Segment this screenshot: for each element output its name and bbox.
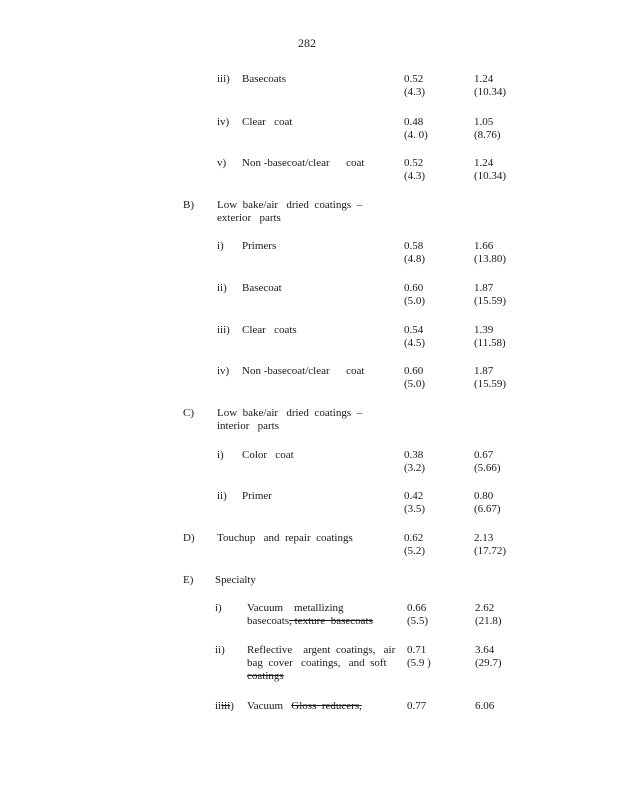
value-primary-metric: (5.5) xyxy=(407,615,429,627)
item-marker xyxy=(215,700,234,713)
value-secondary-metric: (8.76) xyxy=(474,129,501,141)
section-title: Specialty xyxy=(215,574,256,586)
item-label-text: Vacuum xyxy=(247,700,284,712)
item-label: Non -basecoat/clear coat xyxy=(242,365,365,377)
value-primary: 0.60 xyxy=(404,365,424,377)
item-marker: i) xyxy=(215,602,222,614)
item-marker: i) xyxy=(217,240,224,252)
value-primary: 0.52 xyxy=(404,157,424,169)
value-secondary-metric: (21.8) xyxy=(475,615,502,627)
value-primary: 0.48 xyxy=(404,116,424,128)
value-secondary-metric: (15.59) xyxy=(474,378,507,390)
marker-text: ii xyxy=(215,700,222,712)
struck-text: Gloss reducers, xyxy=(291,700,362,712)
item-label: Non -basecoat/clear coat xyxy=(242,157,365,169)
item-marker: v) xyxy=(217,157,227,169)
value-secondary: 1.87 xyxy=(474,282,494,294)
item-label: Color coat xyxy=(242,449,294,461)
value-secondary: 1.24 xyxy=(474,157,494,169)
page-number: 282 xyxy=(298,36,316,50)
item-label: Basecoats xyxy=(242,73,286,85)
value-secondary: 1.87 xyxy=(474,365,494,377)
marker-tail: ) xyxy=(230,700,234,712)
value-primary: 0.58 xyxy=(404,240,424,252)
value-primary: 0.66 xyxy=(407,602,427,614)
value-secondary-metric: (29.7) xyxy=(475,657,502,669)
value-secondary: 3.64 xyxy=(475,644,495,656)
item-marker: ii) xyxy=(217,490,227,502)
section-title: Touchup and repair coatings xyxy=(217,532,353,544)
value-primary-metric: (5.9 ) xyxy=(407,657,431,669)
value-primary: 0.54 xyxy=(404,324,424,336)
value-primary-metric: (4.3) xyxy=(404,170,426,182)
item-label-cont xyxy=(247,615,373,628)
section-title-cont: exterior parts xyxy=(217,212,281,224)
item-label: Clear coats xyxy=(242,324,297,336)
struck-marker: iii xyxy=(221,700,231,712)
value-secondary: 0.67 xyxy=(474,449,494,461)
value-primary: 0.77 xyxy=(407,700,427,712)
value-secondary: 1.66 xyxy=(474,240,494,252)
section-letter: D) xyxy=(183,532,195,544)
value-secondary-metric: (10.34) xyxy=(474,170,507,182)
value-secondary: 2.13 xyxy=(474,532,494,544)
value-secondary-metric: (10.34) xyxy=(474,86,507,98)
item-label-cont: bag cover coatings, and soft xyxy=(247,657,387,669)
value-primary-metric: (3.2) xyxy=(404,462,426,474)
value-primary-metric: (4.3) xyxy=(404,86,426,98)
value-secondary-metric: (13.80) xyxy=(474,253,507,265)
value-secondary: 6.06 xyxy=(475,700,495,712)
item-label: Vacuum metallizing xyxy=(247,602,344,614)
value-secondary: 1.24 xyxy=(474,73,494,85)
value-secondary-metric: (6.67) xyxy=(474,503,501,515)
value-primary-metric: (4. 0) xyxy=(404,129,428,141)
value-primary-metric: (5.2) xyxy=(404,545,426,557)
value-secondary: 0.80 xyxy=(474,490,494,502)
section-letter: E) xyxy=(183,574,194,586)
item-marker: ii) xyxy=(217,282,227,294)
item-label: Primers xyxy=(242,240,277,252)
section-title: Low bake/air dried coatings – xyxy=(217,407,363,419)
item-marker: iii) xyxy=(217,324,230,336)
value-primary: 0.42 xyxy=(404,490,424,502)
item-marker: i) xyxy=(217,449,224,461)
item-marker: ii) xyxy=(215,644,225,656)
value-primary: 0.71 xyxy=(407,644,427,656)
struck-text: , texture basecoats xyxy=(289,615,373,627)
value-secondary: 2.62 xyxy=(475,602,495,614)
item-marker: iv) xyxy=(217,116,230,128)
item-label: Basecoat xyxy=(242,282,282,294)
section-title: Low bake/air dried coatings – xyxy=(217,199,363,211)
item-label: Clear coat xyxy=(242,116,293,128)
item-label xyxy=(247,700,362,713)
item-label: Primer xyxy=(242,490,272,502)
section-letter: B) xyxy=(183,199,194,211)
value-secondary-metric: (11.58) xyxy=(474,337,506,349)
item-marker: iv) xyxy=(217,365,230,377)
value-secondary: 1.05 xyxy=(474,116,494,128)
item-label-text: basecoats xyxy=(247,615,290,627)
value-secondary-metric: (17.72) xyxy=(474,545,507,557)
value-primary-metric: (4.5) xyxy=(404,337,426,349)
item-label: Reflective argent coatings, air xyxy=(247,644,396,656)
struck-text: coatings xyxy=(247,670,284,682)
value-primary: 0.52 xyxy=(404,73,424,85)
value-secondary-metric: (5.66) xyxy=(474,462,501,474)
value-secondary-metric: (15.59) xyxy=(474,295,507,307)
value-primary: 0.62 xyxy=(404,532,424,544)
value-primary: 0.60 xyxy=(404,282,424,294)
value-primary-metric: (5.0) xyxy=(404,378,426,390)
section-letter: C) xyxy=(183,407,194,419)
value-primary-metric: (5.0) xyxy=(404,295,426,307)
value-primary-metric: (3.5) xyxy=(404,503,426,515)
item-marker: iii) xyxy=(217,73,230,85)
value-secondary: 1.39 xyxy=(474,324,494,336)
value-primary: 0.38 xyxy=(404,449,424,461)
section-title-cont: interior parts xyxy=(217,420,280,432)
value-primary-metric: (4.8) xyxy=(404,253,426,265)
